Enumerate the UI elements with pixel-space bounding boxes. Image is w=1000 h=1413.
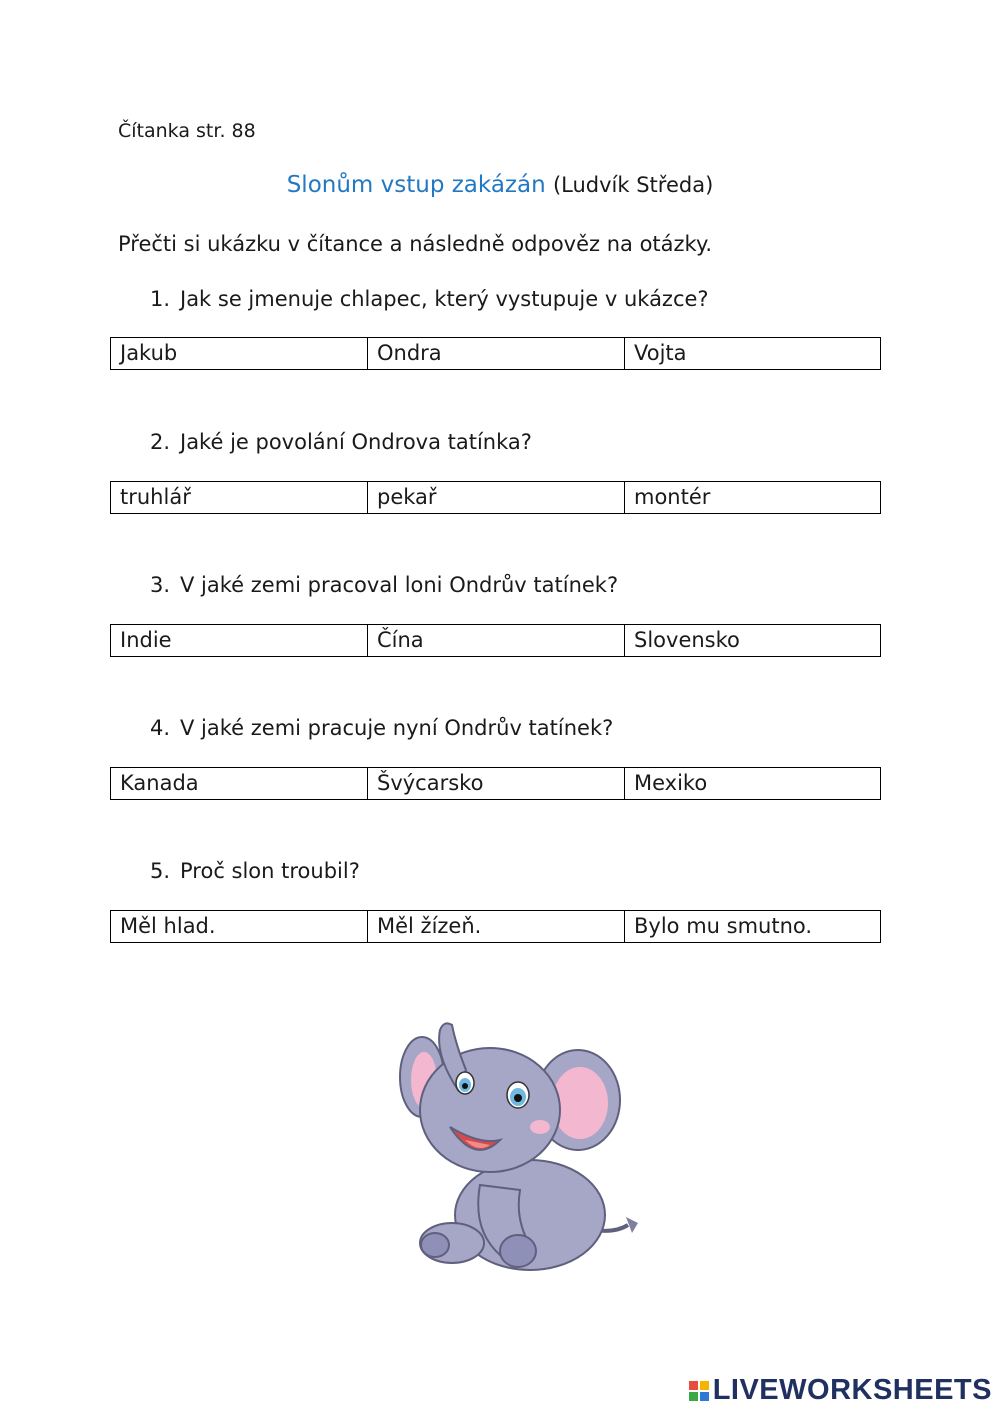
answer-option[interactable]: Indie [111,625,368,656]
footer-brand: LIVEWORKSHEETS [712,1374,992,1406]
answer-option[interactable]: truhlář [111,482,368,513]
elephant-icon [380,1015,660,1285]
answer-option[interactable]: Mexiko [634,771,708,795]
story-title: Slonům vstup zakázán [286,172,546,198]
question-number: 2. [150,430,171,454]
answer-option[interactable]: Měl hlad. [111,911,368,942]
answer-row-3 [110,624,881,657]
answer-row-2 [110,481,881,514]
question-text: Proč slon troubil? [180,859,360,883]
question-number: 1. [150,287,171,311]
question-number: 3. [150,573,171,597]
page-source: Čítanka str. 88 [118,120,256,142]
instruction: Přečti si ukázku v čítance a následně odpověz na otázky. [118,232,713,256]
question-text: V jaké zemi pracuje nyní Ondrův tatínek? [180,716,614,740]
answer-option[interactable]: Švýcarsko [368,768,625,799]
logo-block [689,1381,698,1390]
answer-row-4 [110,767,881,800]
answer-option[interactable]: Ondra [368,338,625,369]
liveworksheets-logo [689,1374,992,1407]
question-text: Jaké je povolání Ondrova tatínka? [180,430,532,454]
question-text: V jaké zemi pracoval loni Ondrův tatínek? [180,573,619,597]
answer-option[interactable]: Jakub [111,338,368,369]
answer-row-1 [110,337,881,370]
logo-block [689,1392,698,1401]
answer-option[interactable]: Čína [368,625,625,656]
answer-option[interactable]: Vojta [634,341,687,365]
page-title [0,172,1000,198]
question-3 [150,573,618,597]
question-text: Jak se jmenuje chlapec, který vystupuje v ukázce? [180,287,709,311]
answer-option[interactable]: Kanada [111,768,368,799]
answer-option[interactable]: Bylo mu smutno. [634,914,813,938]
question-2 [150,430,532,454]
question-5 [150,859,360,883]
question-4 [150,716,613,740]
story-author: (Ludvík Středa) [552,173,714,197]
logo-block [700,1392,709,1401]
logo-block [700,1381,709,1390]
answer-option[interactable]: Měl žízeň. [368,911,625,942]
answer-option[interactable]: pekař [368,482,625,513]
logo-blocks-icon [689,1381,709,1401]
question-number: 5. [150,859,171,883]
answer-option[interactable]: Slovensko [634,628,740,652]
answer-option[interactable]: montér [634,485,711,509]
question-1 [150,287,709,311]
question-number: 4. [150,716,171,740]
answer-row-5 [110,910,881,943]
